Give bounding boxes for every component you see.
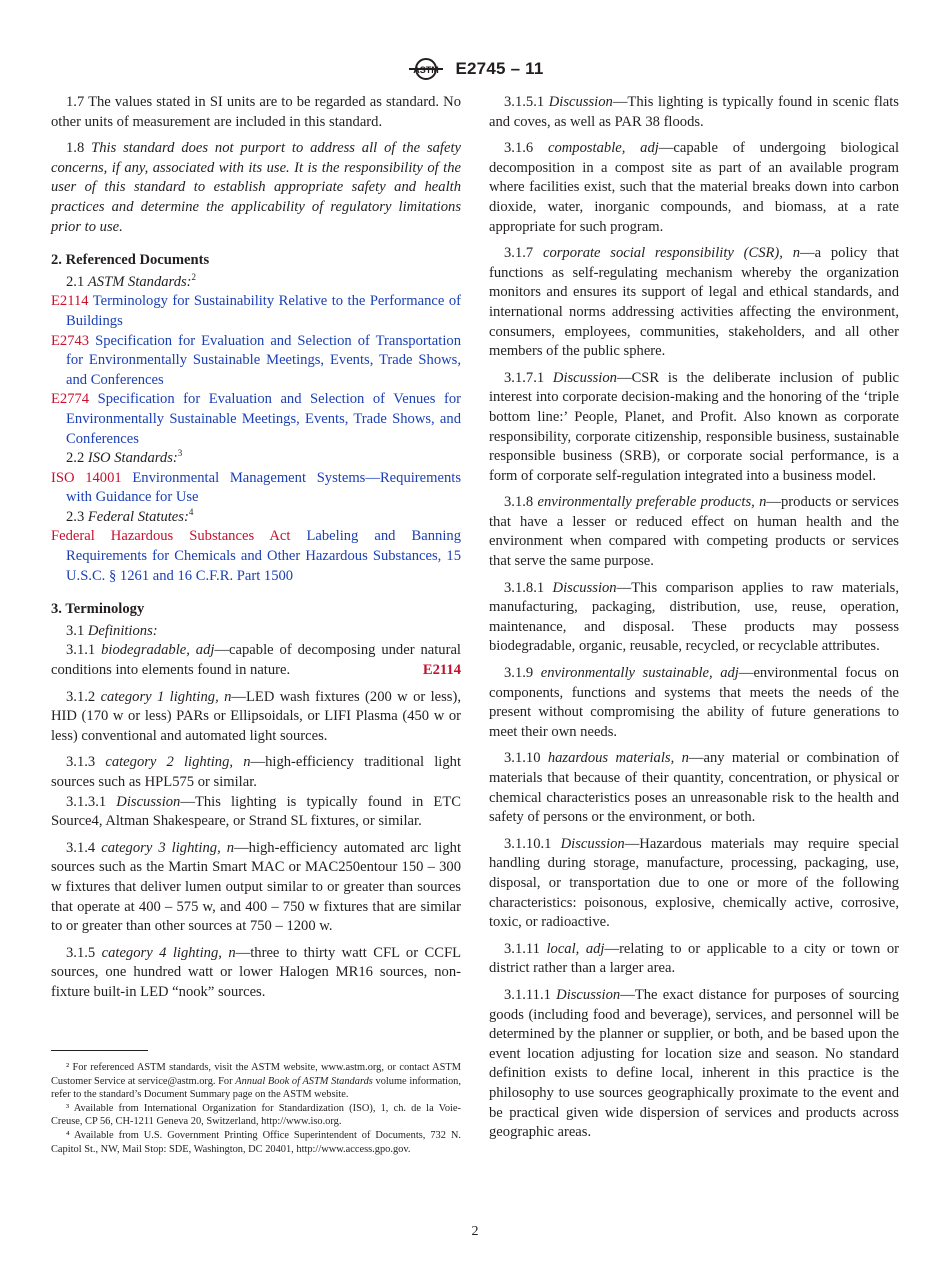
definition-3-1-2: 3.1.2 category 1 lighting, n—LED wash fixtures (200 w or less), HID (170 w or less) PARs or Ellipsoidals, or LIFI Plasma (450 w or less) conventional and automated light sources. bbox=[51, 688, 461, 744]
section-2-heading: 2. Referenced Documents bbox=[51, 252, 210, 269]
definition-3-1-5-1: 3.1.5.1 Discussion—This lighting is typically found in scenic flats and coves, as well as PAR 38 floods. bbox=[489, 94, 899, 130]
definition-3-1-10-1: 3.1.10.1 Discussion—Hazardous materials may require special handling during storage, manufacture, processing, packaging, use, disposal, or transportation due to one or more of the following characteristics: poisonous, explosive, chemically active, corrosive, toxic, or radioactive. bbox=[489, 835, 899, 931]
definition-3-1-1: 3.1.1 biodegradable, adj—capable of decomposing under natural conditions into elements found in nature. E2114 bbox=[51, 641, 461, 680]
definition-3-1-11: 3.1.11 local, adj—relating to or applicable to a city or town or district rather than a larger area. bbox=[489, 940, 899, 977]
paragraph-1-8: 1.8 This standard does not purport to address all of the safety concerns, if any, associated with its use. It is the responsibility of the user of this standard to establish appropriate safety and health practices and determine the applicability of regulatory limitations prior to use. bbox=[51, 140, 461, 235]
definition-3-1-3-1: 3.1.3.1 Discussion—This lighting is typically found in ETC Source4, Altman Shakespeare, or Strand SL fixtures, or similar. bbox=[51, 793, 461, 830]
ref-e2114-inline[interactable]: E2114 bbox=[422, 662, 461, 679]
definition-3-1-7-1: 3.1.7.1 Discussion—CSR is the deliberate inclusion of public interest into corporate decision-making and the honoring of the ‘triple bottom line:’ People, Planet, and Profit. Also known as corporate responsibility, corporate citizenship, responsible business, sustainable responsible business (SRB), or corporate social performance, is a form of corporate self-regulation integrated into a business model. bbox=[489, 369, 899, 484]
subsection-2-1: 2.1 ASTM Standards:$^2$ bbox=[66, 271, 197, 290]
page-number: 2 bbox=[471, 1224, 479, 1239]
page-header bbox=[0, 57, 950, 83]
ref-iso-14001[interactable]: ISO 14001 Environmental Management Systems—Requirements with Guidance for Use bbox=[51, 469, 461, 506]
definition-3-1-9: 3.1.9 environmentally sustainable, adj—environmental focus on components, functions and systems that meets the needs of the present without compromising the ability of future generations to meet their own needs. bbox=[489, 665, 899, 740]
section-3-heading: 3. Terminology bbox=[51, 601, 145, 618]
definition-3-1-11-1: 3.1.11.1 Discussion—The exact distance for purposes of sourcing goods (including food and beverage), services, and personnel will be determined by the planner or supplier, or both, and be based upon the event location adjusting for location size and season. No standard definition exists to define local, inherent in this practice is the philosophy to use sources geographically proximate to the event and be practical given wide dispersion of services and products across geographic areas. bbox=[489, 986, 899, 1141]
svg-text:ASTM: ASTM bbox=[413, 65, 440, 75]
definition-3-1-4: 3.1.4 category 3 lighting, n—high-efficiency automated arc light sources such as the Martin Smart MAC or MAC250entour 150 – 300 w fixtures that deliver lumen output similar to or greater than sources that operate at 400 – 575 w, and 400 – 750 w fixtures that are similar to or greater than other sources at 750 – 1200 w. bbox=[51, 839, 461, 935]
subsection-2-3: 2.3 Federal Statutes:$^4$ bbox=[66, 507, 194, 525]
subsection-3-1: 3.1 Definitions: bbox=[66, 622, 158, 639]
definition-3-1-8-1: 3.1.8.1 Discussion—This comparison applies to raw materials, manufacturing, packaging, distribution, use, reuse, operation, maintenance, and disposal. These products may possess biodegradable, organic, reusable, recycled, or recyclable attributes. bbox=[489, 579, 899, 655]
footnote-2: ² For referenced ASTM standards, visit the ASTM website, www.astm.org, or contact ASTM Customer Service at service@astm.org. For Annual Book of ASTM Standards volume information, refer to the standard’s Document Summary page on the ASTM website. bbox=[51, 1062, 461, 1101]
ref-e2774[interactable]: E2774 Specification for Evaluation and Selection of Venues for Environmentally Sustainable Meetings, Events, Trade Shows, and Conferences bbox=[51, 391, 461, 447]
paragraph-1-7: 1.7 The values stated in SI units are to be regarded as standard. No other units of measurement are included in this standard. bbox=[51, 94, 461, 130]
ref-e2743[interactable]: E2743 Specification for Evaluation and Selection of Transportation for Environmentally Sustainable Meetings, Events, Trade Shows, and Conferences bbox=[51, 332, 461, 388]
footnote-3: ³ Available from International Organization for Standardization (ISO), 1, ch. de la Voie-Creuse, CP 56, CH-1211 Geneva 20, Switzerland, http://www.iso.org. bbox=[51, 1102, 461, 1128]
definition-3-1-5: 3.1.5 category 4 lighting, n—three to thirty watt CFL or CCFL sources, one hundred watt or lower Halogen MR16 sources, non-fixture built-in LED “nook” sources. bbox=[51, 944, 461, 1000]
definition-3-1-7: 3.1.7 corporate social responsibility (CSR), n—a policy that functions as self-regulating mechanism whereby the organization monitors and ensures its support of legal and ethical standards, and international norms addressing activities affecting the environment, consumers, employees, communities, stakeholders, and all other members of the public sphere. bbox=[489, 245, 899, 360]
definition-3-1-3: 3.1.3 category 2 lighting, n—high-efficiency traditional light sources such as HPL575 or similar. bbox=[51, 754, 461, 790]
footnotes bbox=[51, 1061, 461, 1156]
definition-3-1-8: 3.1.8 environmentally preferable products, n—products or services that have a lesser or reduced effect on human health and the environment when compared with competing products or services that serve the same purpose. bbox=[489, 494, 899, 570]
footnote-4: ⁴ Available from U.S. Government Printing Office Superintendent of Documents, 732 N. Capitol St., NW, Mail Stop: SDE, Washington, DC 20401, http://www.access.gpo.gov. bbox=[51, 1129, 461, 1155]
standard-designation: E2745 – 11 bbox=[455, 59, 544, 78]
left-column bbox=[51, 93, 461, 1010]
ref-e2114[interactable]: E2114 Terminology for Sustainability Relative to the Performance of Buildings bbox=[51, 293, 461, 329]
definition-3-1-10: 3.1.10 hazardous materials, n—any material or combination of materials that because of their quantity, concentration, or physical or chemical characteristics poses an unreasonable risk to the health and safety of persons or the environment, or both. bbox=[489, 750, 899, 826]
subsection-2-2: 2.2 ISO Standards:$^3$ bbox=[66, 448, 183, 467]
ref-fhsa[interactable]: Federal Hazardous Substances Act Labeling and Banning Requirements for Chemicals and Other Hazardous Substances, 15 U.S.C. § 1261 and 16 C.F.R. Part 1500 bbox=[51, 528, 461, 584]
definition-3-1-6: 3.1.6 compostable, adj—capable of undergoing biological decomposition in a compost site as part of an available program where facilities exist, such that the material breaks down into carbon dioxide, water, inorganic compounds, and biomass, at a rate appropriate for such program. bbox=[489, 140, 899, 235]
right-column bbox=[489, 93, 899, 1150]
astm-logo-icon bbox=[406, 57, 446, 81]
footnote-divider bbox=[51, 1050, 148, 1051]
